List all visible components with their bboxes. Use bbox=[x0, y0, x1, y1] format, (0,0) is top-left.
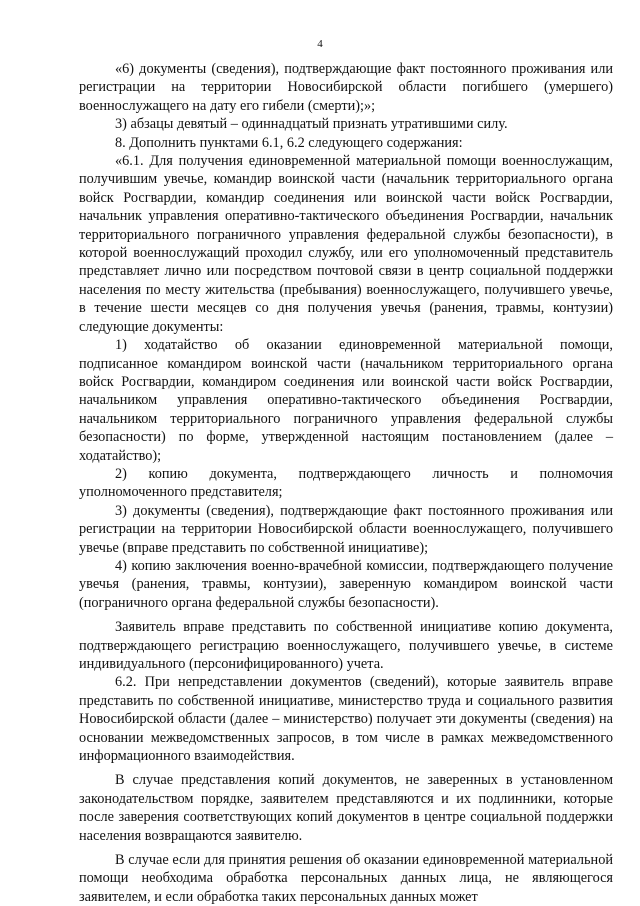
paragraph-list-item-1: 1) ходатайство об оказании единовременной материальной помощи, подписанное командиром воинской части (начальником территориального органа войск Росгвардии, командиром соединения или воинской части войск Росгвардии, начальником управления оперативно-тактического объединения Росгвардии, начальником территориального пограничного управления федеральной службы безопасности) по форме, утвержденной настоящим постановлением (далее – ходатайство); bbox=[79, 337, 613, 464]
page-number: 4 bbox=[317, 38, 323, 50]
paragraph-personal-data: В случае если для принятия решения об оказании единовременной материальной помощи необходима обработка персональных данных лица, не являющегося заявителем, и если обработка таких персональных данных может bbox=[79, 852, 613, 905]
document-body bbox=[79, 60, 613, 906]
paragraph-point-8: 8. Дополнить пунктами 6.1, 6.2 следующего содержания: bbox=[115, 134, 463, 151]
paragraph-list-item-2: 2) копию документа, подтверждающего личность и полномочия уполномоченного представителя; bbox=[79, 465, 613, 501]
paragraph-list-item-3: 3) документы (сведения), подтверждающие факт постоянного проживания или регистрации на территории Новосибирской области военнослужащего, получившего увечье (вправе представить по собственной инициативе); bbox=[79, 502, 613, 556]
paragraph-copies: В случае представления копий документов, не заверенных в установленном законодательством порядке, заявителем представляются и их подлинники, которые после заверения соответствующих копий документов в центре социальной поддержки населения возвращаются заявителю. bbox=[79, 772, 613, 844]
paragraph-abzatsy-repealed: 3) абзацы девятый – одиннадцатый признать утратившими силу. bbox=[115, 116, 508, 133]
paragraph-6-1: «6.1. Для получения единовременной материальной помощи военнослужащим, получившим увечье, командир воинской части (начальник территориального органа войск Росгвардии, командир соединения или воинской части войск Росгвардии, начальник управления оперативно-тактического объединения Росгвардии, начальник территориального пограничного управления федеральной службы безопасности), в которой военнослужащий проходил службу, или его уполномоченный представитель представляет лично или посредством почтовой связи в центр социальной поддержки населения по месту жительства (пребывания) военнослужащего, получившего увечье, в течение шести месяцев со дня получения увечья (ранения, травмы, контузии) следующие документы: bbox=[79, 153, 613, 335]
paragraph-list-item-4: 4) копию заключения военно-врачебной комиссии, подтверждающего получение увечья (ранения, травмы, контузии), заверенную командиром воинской части (пограничного органа федеральной службы безопасности). bbox=[79, 557, 613, 611]
paragraph-applicant-right: Заявитель вправе представить по собственной инициативе копию документа, подтверждающего регистрацию военнослужащего, получившего увечье, в системе индивидуального (персонифицированного) учета. bbox=[79, 619, 613, 672]
paragraph-6-2: 6.2. При непредставлении документов (сведений), которые заявитель вправе представить по собственной инициативе, министерство труда и социального развития Новосибирской области (далее – министерство) получает эти документы (сведения) на основании межведомственных запросов, в том числе в рамках межведомственного информационного взаимодействия. bbox=[79, 674, 613, 765]
paragraph-item-6: «6) документы (сведения), подтверждающие факт постоянного проживания или регистрации на территории Новосибирской области погибшего (умершего) военнослужащего на дату его гибели (смерти);»; bbox=[79, 61, 613, 114]
